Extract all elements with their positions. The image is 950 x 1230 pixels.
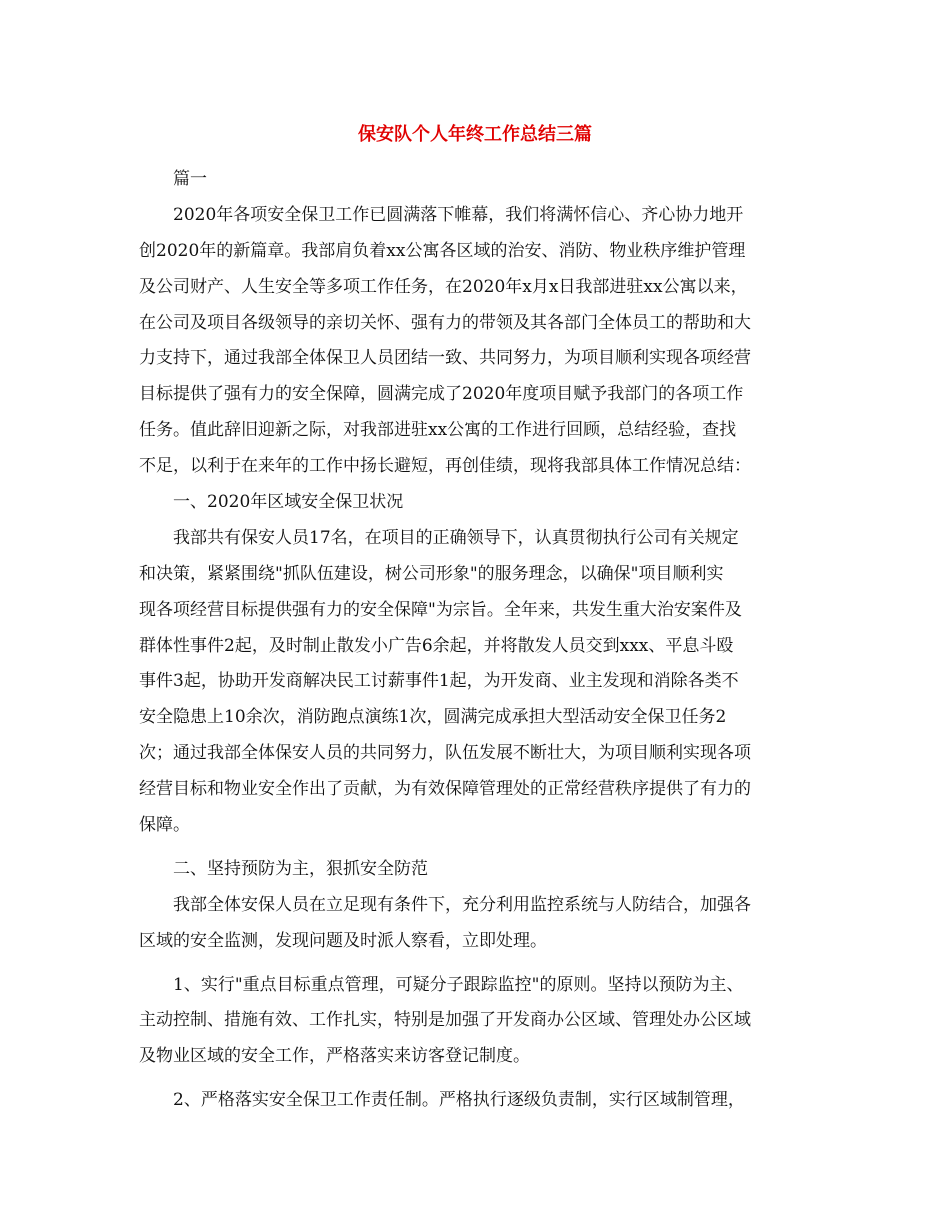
paragraph-line: 目标提供了强有力的安全保障，圆满完成了2020年度项目赋予我部门的各项工作 [139,384,744,405]
paragraph-line: 不足，以利于在来年的工作中扬长避短，再创佳绩，现将我部具体工作情况总结： [139,456,751,477]
paragraph-line: 经营目标和物业安全作出了贡献，为有效保障管理处的正常经营秩序提供了有力的 [139,779,751,800]
paragraph-line: 事件3起，协助开发商解决民工讨薪事件1起，为开发商、业主发现和消除各类不 [139,671,739,692]
paragraph-gap [139,844,829,852]
paragraph-line: 我部全体安保人员在立足现有条件下，充分利用监控系统与人防结合，加强各 [173,894,751,915]
paragraph-line: 安全隐患上10余次，消防跑点演练1次，圆满完成承担大型活动安全保卫任务2 [139,707,727,728]
section-heading: 二、坚持预防为主，狠抓安全防范 [173,858,428,879]
paragraph-line: 创2020年的新篇章。我部肩负着xx公寓各区域的治安、消防、物业秩序维护管理 [139,240,746,261]
paragraph-line: 2020年各项安全保卫工作已圆满落下帷幕，我们将满怀信心、齐心协力地开 [173,204,744,225]
section-heading: 一、2020年区域安全保卫状况 [173,492,404,513]
paragraph-line: 群体性事件2起，及时制止散发小广告6余起，并将散发人员交到xxx、平息斗殴 [139,635,734,656]
paragraph-line: 力支持下，通过我部全体保卫人员团结一致、共同努力，为项目顺利实现各项经营 [139,348,751,369]
paragraph-line: 现各项经营目标提供强有力的安全保障"为宗旨。全年来，共发生重大治安案件及 [139,599,742,620]
paragraph-line: 保障。 [139,815,190,836]
paragraph-line: 我部共有保安人员17名，在项目的正确领导下，认真贯彻执行公司有关规定 [173,527,739,548]
paragraph-line: 主动控制、措施有效、工作扎实，特别是加强了开发商办公区域、管理处办公区域 [139,1010,751,1031]
paragraph-gap [139,960,829,968]
paragraph-line: 及公司财产、人生安全等多项工作任务，在2020年x月x日我部进驻xx公寓以来， [139,276,748,297]
section-heading-part-one: 篇一 [173,169,207,189]
paragraph-line: 任务。值此辞旧迎新之际，对我部进驻xx公寓的工作进行回顾，总结经验，查找 [139,420,737,441]
document-title: 保安队个人年终工作总结三篇 [358,124,592,145]
paragraph-line: 2、严格落实安全保卫工作责任制。严格执行逐级负责制，实行区域制管理， [173,1090,745,1111]
paragraph-line: 区域的安全监测，发现问题及时派人察看，立即处理。 [139,930,547,951]
document-body [139,162,829,1119]
paragraph-line: 1、实行"重点目标重点管理，可疑分子跟踪监控"的原则。坚持以预防为主、 [173,974,744,995]
paragraph-line: 在公司及项目各级领导的亲切关怀、强有力的带领及其各部门全体员工的帮助和大 [139,312,751,333]
paragraph-line: 和决策，紧紧围绕"抓队伍建设，树公司形象"的服务理念，以确保"项目顺利实 [139,563,724,584]
paragraph-line: 次；通过我部全体保安人员的共同努力，队伍发展不断壮大，为项目顺利实现各项 [139,743,751,764]
paragraph-line: 及物业区域的安全工作，严格落实来访客登记制度。 [139,1046,530,1067]
paragraph-gap [139,1075,829,1083]
